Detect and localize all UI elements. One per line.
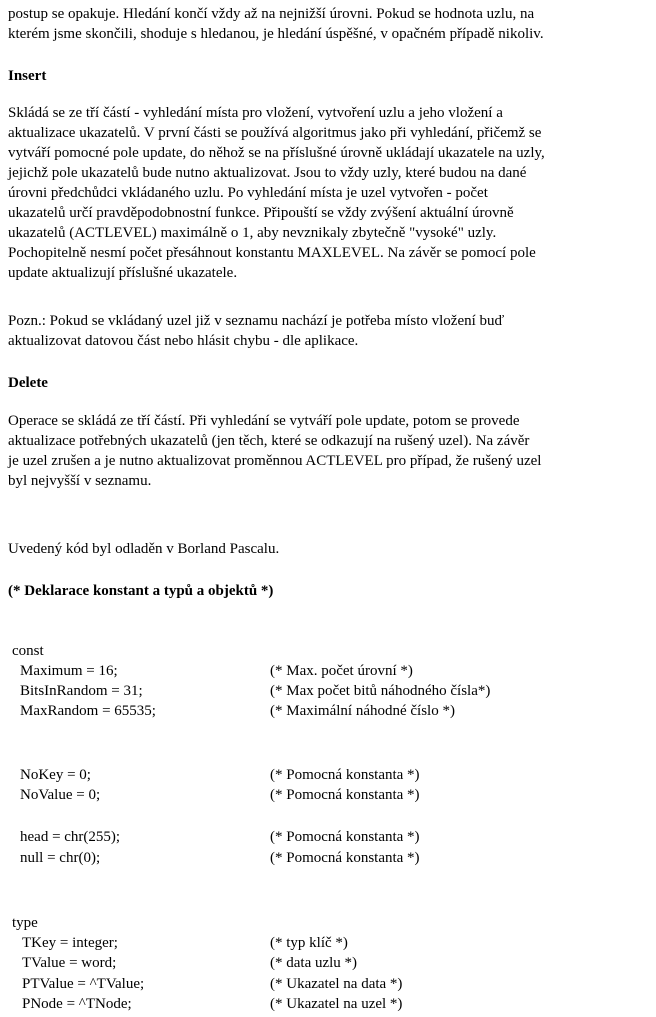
insert-heading: Insert (8, 68, 47, 84)
text-line: Pochopitelně nesmí počet přesáhnout konstantu MAXLEVEL. Na závěr se pomocí pole (8, 245, 536, 261)
text-line: update aktualizují příslušné ukazatele. (8, 265, 238, 281)
text-line: jejichž pole ukazatelů bude nutno aktualizovat. Jsou to vždy uzly, které budou na dané (8, 165, 527, 181)
text-line: ukazatelů (ACTLEVEL) maximálně o 1, aby nevznikaly zbytečně "vysoké" uzly. (8, 225, 497, 241)
code-comment: (* Ukazatel na uzel *) (270, 996, 403, 1012)
insert-paragraph (8, 103, 646, 283)
code-comment: (* Max počet bitů náhodného čísla*) (270, 683, 491, 699)
code-text: NoValue = 0; (20, 787, 101, 803)
code-line (8, 765, 648, 785)
code-line (8, 827, 648, 847)
code-comment: (* typ klíč *) (270, 935, 348, 951)
code-comment: (* Pomocná konstanta *) (270, 829, 420, 845)
text-line: Skládá se ze tří částí - vyhledání místa pro vložení, vytvoření uzlu a jeho vložení a (8, 105, 503, 121)
text-line: úrovni předchůdci vkládaného uzlu. Po vyhledání místa je uzel vytvořen - počet (8, 185, 488, 201)
note-paragraph (8, 311, 646, 351)
text-line: aktualizace ukazatelů. V první části se používá algoritmus jako při vyhledání, přičemž se (8, 125, 542, 141)
code-line (8, 953, 648, 973)
code-line (8, 848, 648, 868)
borland-note: Uvedený kód byl odladěn v Borland Pascalu. (8, 541, 280, 557)
code-text: TValue = word; (22, 955, 117, 971)
code-line (8, 994, 648, 1014)
text-line: kterém jsme skončili, shoduje s hledanou, je hledání úspěšné, v opačném případě nikoliv. (8, 26, 544, 42)
code-line (8, 681, 648, 701)
code-text: PTValue = ^TValue; (22, 976, 145, 992)
type-keyword: type (12, 915, 38, 931)
code-line (8, 785, 648, 805)
code-comment: (* Ukazatel na data *) (270, 976, 403, 992)
text-line: vytváří pomocné pole update, do něhož se na příslušné úrovně ukládají ukazatele na uzly, (8, 145, 545, 161)
code-text: Maximum = 16; (20, 663, 118, 679)
code-line (8, 701, 648, 721)
const-keyword: const (12, 643, 44, 659)
text-line: aktualizovat datovou část nebo hlásit chybu - dle aplikace. (8, 333, 359, 349)
code-text: PNode = ^TNode; (22, 996, 132, 1012)
text-line: Operace se skládá ze tří částí. Při vyhledání se vytváří pole update, potom se provede (8, 413, 520, 429)
code-text: BitsInRandom = 31; (20, 683, 143, 699)
intro-paragraph (8, 4, 646, 44)
code-text: head = chr(255); (20, 829, 121, 845)
delete-heading: Delete (8, 375, 48, 391)
code-comment: (* Maximální náhodné číslo *) (270, 703, 455, 719)
text-line: postup se opakuje. Hledání končí vždy až na nejnižší úrovni. Pokud se hodnota uzlu, na (8, 6, 535, 22)
text-line: ukazatelů určí pravděpodobnostní funkce. Připouští se vždy zvýšení aktuální úrovně (8, 205, 514, 221)
delete-paragraph (8, 411, 646, 491)
code-comment: (* Max. počet úrovní *) (270, 663, 413, 679)
code-text: TKey = integer; (22, 935, 118, 951)
code-comment: (* Pomocná konstanta *) (270, 767, 420, 783)
text-line: Pozn.: Pokud se vkládaný uzel již v seznamu nachází je potřeba místo vložení buď (8, 313, 505, 329)
declarations-heading: (* Deklarace konstant a typů a objektů *) (8, 583, 274, 599)
text-line: byl nejvyšší v seznamu. (8, 473, 152, 489)
code-line (8, 933, 648, 953)
code-comment: (* Pomocná konstanta *) (270, 787, 420, 803)
text-line: je uzel zrušen a je nutno aktualizovat proměnnou ACTLEVEL pro případ, že rušený uzel (8, 453, 542, 469)
code-text: null = chr(0); (20, 850, 101, 866)
code-text: NoKey = 0; (20, 767, 91, 783)
code-text: MaxRandom = 65535; (20, 703, 156, 719)
code-line (8, 974, 648, 994)
text-line: aktualizace potřebných ukazatelů (jen těch, které se odkazují na rušený uzel). Na závěr (8, 433, 530, 449)
code-line (8, 661, 648, 681)
code-comment: (* data uzlu *) (270, 955, 358, 971)
code-comment: (* Pomocná konstanta *) (270, 850, 420, 866)
